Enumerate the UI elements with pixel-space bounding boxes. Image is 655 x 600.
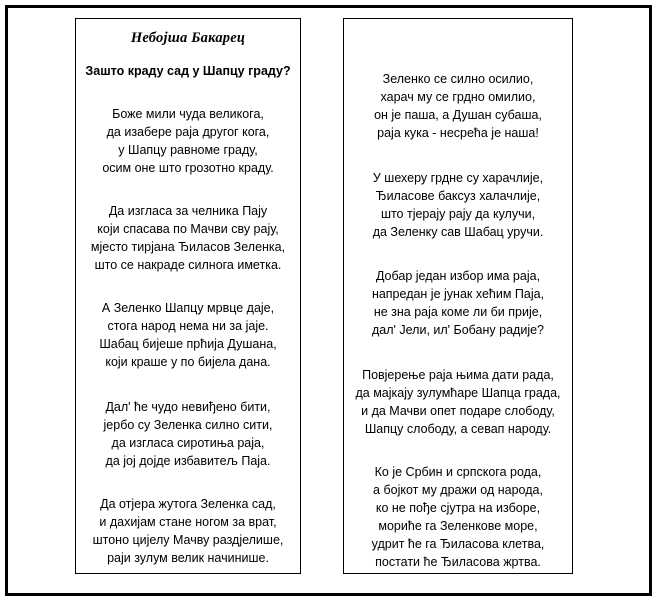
verse-line: а бојкот му дражи од народа,: [373, 483, 543, 497]
verse-line: јербо су Зеленка силно сити,: [103, 418, 273, 432]
verse-line: стога народ нема ни за јаје.: [107, 319, 269, 333]
verse-line: и дахијам стане ногом за врат,: [99, 515, 277, 529]
stanza: [76, 398, 300, 470]
verse-line: што се накраде силнога иметка.: [94, 258, 282, 272]
verse-line: Добар један избор има раја,: [375, 269, 541, 283]
verse-line: у Шапцу равноме граду,: [118, 143, 258, 157]
verse-line: Боже мили чуда великога,: [112, 107, 264, 121]
verse-line: ко не пође сјутра на изборе,: [375, 501, 541, 515]
stanza: [76, 105, 300, 177]
verse-line: Да отјера жутога Зеленка сад,: [100, 497, 276, 511]
stanza: [344, 463, 572, 571]
verse-line: мориће га Зеленкове море,: [378, 519, 538, 533]
verse-line: раји зулум велик начинише.: [107, 551, 269, 565]
stanza: [76, 495, 300, 567]
verse-line: да Зеленку сав Шабац уручи.: [372, 225, 544, 239]
verse-line: удрит ће га Ђиласова клетва,: [371, 537, 545, 551]
verse-line: постати ће Ђиласова жртва.: [375, 555, 541, 569]
stanza: [76, 299, 300, 371]
verse-line: Шабац бијеше прћија Душана,: [99, 337, 277, 351]
verse-line: што тјерају рају да кулучи,: [380, 207, 536, 221]
verse-line: Шапцу слободу, а севап народу.: [364, 422, 552, 436]
verse-line: и да Мачви опет подаре слободу,: [361, 404, 555, 418]
verse-line: да јој дојде избавитељ Паја.: [105, 454, 271, 468]
verse-line: који краше у по бијела дана.: [105, 355, 271, 369]
verse-line: осим оне што грозотно краду.: [102, 161, 274, 175]
verse-line: дал' Јели, ил' Бобану радије?: [371, 323, 544, 337]
verse-line: Да изгласа за челника Пају: [108, 204, 268, 218]
verse-line: У шехеру грдне су харачлије,: [372, 171, 544, 185]
verse-line: не зна раја коме ли би прије,: [373, 305, 543, 319]
stanza: [344, 70, 572, 142]
verse-line: да мајкају зулумћаре Шапца града,: [355, 386, 561, 400]
verse-line: Дал' ће чудо невиђено бити,: [105, 400, 271, 414]
verse-line: Повјерење раја њима дати рада,: [362, 368, 554, 382]
stanza: [76, 202, 300, 274]
verse-line: А Зеленко Шапцу мрвце даје,: [101, 301, 275, 315]
author-name: Небојша Бакарец: [130, 30, 246, 46]
verse-line: раја кука - несрећа је наша!: [377, 126, 539, 140]
verse-line: да изгласа сиротиња раја,: [111, 436, 265, 450]
verse-line: мјесто тирјана Ђиласов Зеленка,: [90, 240, 286, 254]
stanza: [344, 267, 572, 339]
verse-line: штоно цијелу Мачву раздјелише,: [92, 533, 284, 547]
verse-line: Ко је Србин и српскога рода,: [374, 465, 542, 479]
poem-title: Зашто краду сад у Шапцу граду?: [85, 64, 291, 78]
stanza: [344, 169, 572, 241]
verse-line: који спасава по Мачви сву рају,: [97, 222, 279, 236]
verse-line: Ђиласове баксуз халачлије,: [375, 189, 541, 203]
verse-line: харач му се грдно омилио,: [380, 90, 536, 104]
verse-line: Зеленко се силно осилио,: [382, 72, 534, 86]
verse-line: он је паша, а Душан субаша,: [374, 108, 542, 122]
poem-column-right: [343, 18, 573, 574]
verse-line: да изабере раја другог кога,: [106, 125, 270, 139]
poem-column-left: [75, 18, 301, 574]
verse-line: напредан је јунак хећим Паја,: [371, 287, 545, 301]
stanza: [344, 366, 572, 438]
